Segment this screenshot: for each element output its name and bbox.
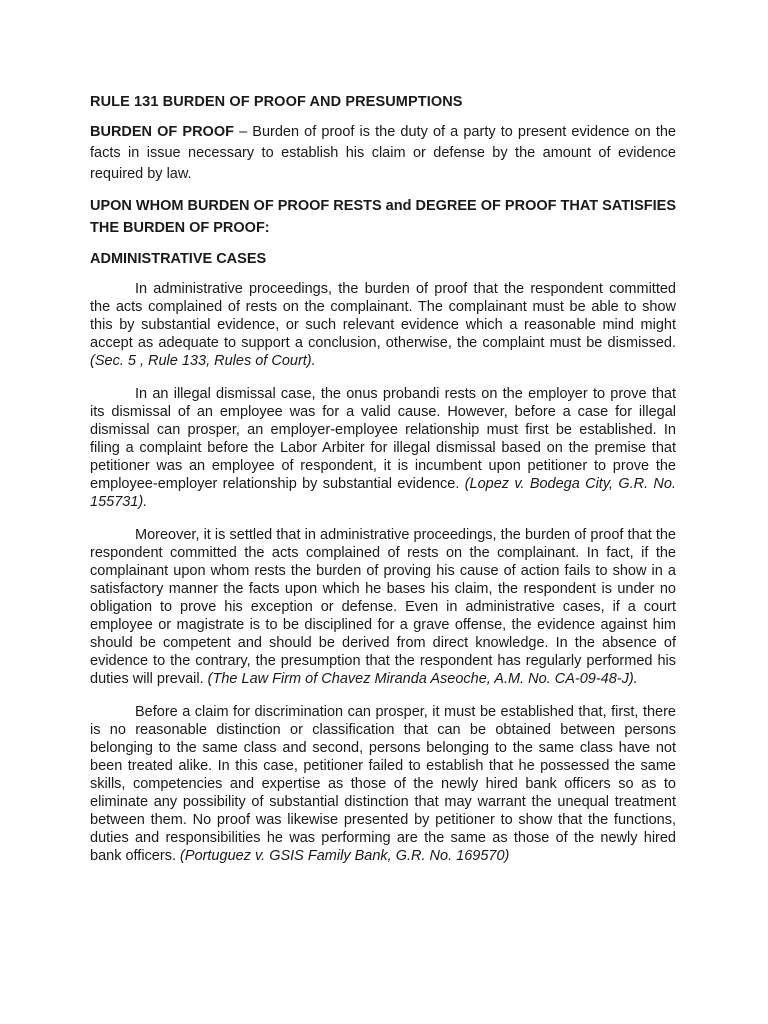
paragraph-text: In administrative proceedings, the burden of proof that the respondent committed the acts complained of rests on the complainant. The complainant must be able to show this by substantial evidence, or such relevant evidence which a reasonable mind might accept as adequate to support a conclusion, otherwise, the complaint must be dismissed. — [90, 281, 676, 351]
paragraph-1 — [90, 280, 676, 370]
paragraph-citation: (Lopez v. Bodega City, G.R. No. 155731). — [90, 476, 676, 510]
paragraph-4 — [90, 703, 676, 865]
paragraph-text: Before a claim for discrimination can prosper, it must be established that, first, there is no reasonable distinction or classification that can be obtained between persons belonging to the same class and second, persons belonging to the same class have not been treated alike. In this case, petitioner failed to establish that he possessed the same skills, competencies and expertise as those of the newly hired bank officers so as to eliminate any possibility of substantial distinction that may warrant the unequal treatment between them. No proof was likewise presented by petitioner to show that the functions, duties and responsibilities he was performing are the same as those of the newly hired bank officers. — [90, 704, 676, 864]
burden-of-proof-text: – Burden of proof is the duty of a party to present evidence on the facts in issue necessary to establish his claim or defense by the amount of evidence required by law. — [90, 124, 676, 182]
document-body — [90, 93, 676, 880]
paragraph-text: In an illegal dismissal case, the onus probandi rests on the employer to prove that its dismissal of an employee was for a valid cause. However, before a case for illegal dismissal can prosper, an employer-employee relationship must first be established. In filing a complaint before the Labor Arbiter for illegal dismissal based on the premise that petitioner was an employee of respondent, it is incumbent upon petitioner to prove the employee-employer relationship by substantial evidence. — [90, 386, 676, 492]
paragraph-3 — [90, 526, 676, 688]
burden-of-proof-definition — [90, 122, 676, 185]
paragraph-2 — [90, 385, 676, 511]
sub-heading: ADMINISTRATIVE CASES — [90, 251, 267, 267]
burden-of-proof-term: BURDEN OF PROOF — [90, 124, 234, 140]
paragraph-text: Moreover, it is settled that in administrative proceedings, the burden of proof that the respondent committed the acts complained of rests on the complainant. In fact, if the complainant upon whom rests the burden of proving his cause of action fails to show in a satisfactory manner the facts upon which he bases his claim, the respondent is under no obligation to prove his exception or defense. Even in administrative cases, if a court employee or magistrate is to be disciplined for a grave offense, the evidence against him should be competent and should be derived from direct knowledge. In the absence of evidence to the contrary, the presumption that the respondent has regularly performed his duties will prevail. — [90, 527, 676, 687]
rule-title: RULE 131 BURDEN OF PROOF AND PRESUMPTIONS — [90, 94, 463, 110]
paragraph-citation: (Portuguez v. GSIS Family Bank, G.R. No. 169570) — [180, 848, 510, 864]
paragraph-citation: (Sec. 5 , Rule 133, Rules of Court). — [90, 353, 316, 369]
paragraph-citation: (The Law Firm of Chavez Miranda Aseoche, A.M. No. CA-09-48-J). — [207, 671, 638, 687]
section-heading: UPON WHOM BURDEN OF PROOF RESTS and DEGREE OF PROOF THAT SATISFIES THE BURDEN OF PROOF: — [90, 198, 676, 236]
